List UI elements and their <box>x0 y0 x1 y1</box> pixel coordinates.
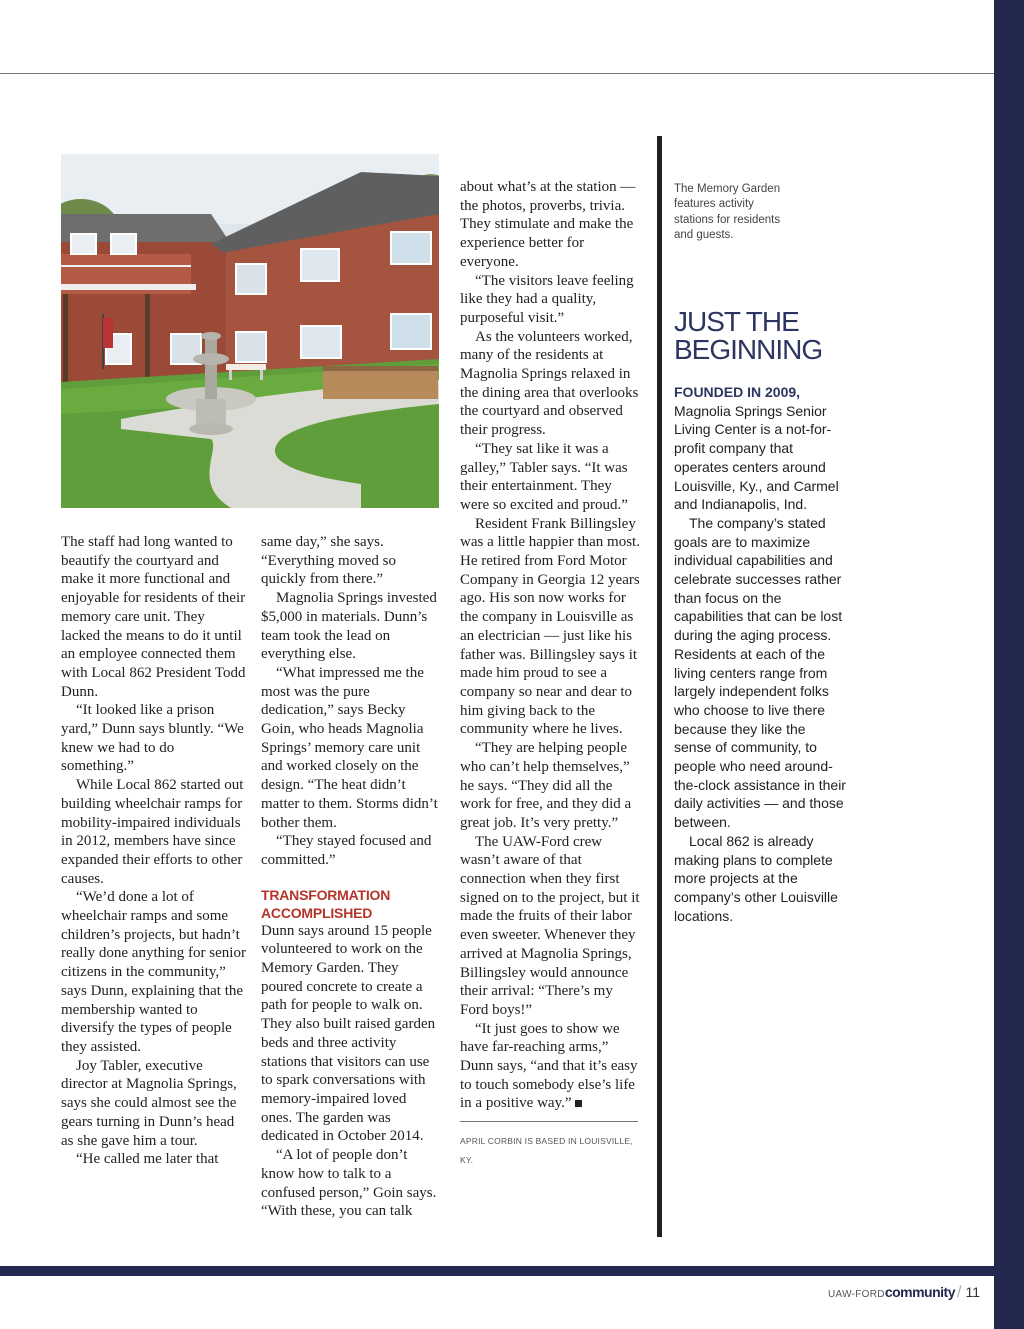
paragraph: The staff had long wanted to beautify the courtyard and make it more functional and enjoyable for residents of their memory care unit. They lacked the means to do it until an employee connected them with Local 862 President Todd Dunn. <box>61 534 246 700</box>
right-edge-bar <box>994 0 1024 1329</box>
article-column-1 <box>61 533 246 1169</box>
paragraph: “They stayed focused and committed.” <box>261 833 432 868</box>
paragraph: Dunn says around 15 people volunteered to work on the Memory Garden. They poured concrete to create a path for people to walk on. They also built raised garden beds and three activity stations that visitors can use to spark conversations with memory-impaired loved ones. The garden was dedicated in October 2014. <box>261 922 436 1145</box>
paragraph: same day,” she says. “Everything moved so quickly from there.” <box>261 534 396 588</box>
sidebar-paragraph: Local 862 is already making plans to complete more projects at the company’s other Louisville locations. <box>674 832 838 924</box>
author-byline: APRIL CORBIN IS BASED IN LOUISVILLE, KY. <box>460 1136 633 1165</box>
paragraph: about what’s at the station — the photos, proverbs, trivia. They stimulate and make the experience better for everyone. <box>460 179 636 270</box>
sidebar-title-line: BEGINNING <box>674 334 823 365</box>
page-footer <box>780 1284 980 1302</box>
page-number: 11 <box>965 1284 980 1300</box>
paragraph: Joy Tabler, executive director at Magnolia Springs, says she could almost see the gears turning in Dunn’s head as she gave him a tour. <box>61 1057 237 1149</box>
final-paragraph <box>460 1020 642 1114</box>
paragraph-text: “It just goes to show we have far-reaching arms,” Dunn says, “and that it’s easy to touch somebody else’s life in a positive way.” <box>460 1020 638 1112</box>
end-mark-icon <box>575 1100 582 1107</box>
sidebar-paragraph: The company’s stated goals are to maximize individual capabilities and celebrate successes rather than focus on the capabilities that can be lost during the aging process. Residents at each of the living centers range from largely independent folks who choose to live there because they like the sense of community, to people who need around-the-clock assistance in their daily activities — and those between. <box>674 514 846 831</box>
courtyard-photo <box>61 154 439 508</box>
paragraph: The UAW-Ford crew wasn’t aware of that connection when they first signed on to the project, but it made the fruits of their labor even sweeter. Whenever they arrived at Magnolia Springs, Billingsley would announce their arrival: “There’s my Ford boys!” <box>460 833 640 1018</box>
sidebar-text: Magnolia Springs Senior Living Center is a not-for-profit company that operates centers around Louisville, Ky., and Carmel and Indianapolis, Ind. <box>674 402 839 513</box>
article-column-2 <box>261 533 441 1221</box>
sidebar-paragraph <box>674 383 846 514</box>
sidebar-divider <box>657 136 662 1237</box>
paragraph: Resident Frank Billingsley was a little happier than most. He retired from Ford Motor Company in Georgia 12 years ago. His son now works for the company in Louisville as an electrician — just like his father was. Billingsley says it made him proud to see a company so near and dear to him giving back to the community where he lives. <box>460 515 640 738</box>
brand-prefix: UAW-FORD <box>827 1289 885 1300</box>
brand-name: community <box>884 1284 955 1300</box>
sidebar-title-line: JUST THE <box>674 306 799 337</box>
paragraph: “A lot of people don’t know how to talk to a confused person,” Goin says. “With these, you can talk <box>261 1147 437 1220</box>
paragraph: “He called me later that <box>76 1151 219 1168</box>
paragraph: Magnolia Springs invested $5,000 in materials. Dunn’s team took the lead on everything else. <box>261 590 437 663</box>
bottom-bar <box>0 1266 994 1276</box>
photo-caption: The Memory Garden features activity stations for residents and guests. <box>674 183 781 241</box>
section-subhead: TRANSFORMATION ACCOMPLISHED <box>261 886 391 921</box>
paragraph: “The visitors leave feeling like they had a quality, purposeful visit.” <box>460 272 634 326</box>
paragraph: “What impressed me the most was the pure dedication,” says Becky Goin, who heads Magnolia Springs’ memory care unit and worked closely on the design. “The heat didn’t matter to them. Storms didn’t bother them. <box>261 664 438 831</box>
top-rule <box>0 73 994 74</box>
paragraph: “They are helping people who can’t help themselves,” he says. “They did all the work for free, and they did a great job. It’s very pretty.” <box>460 740 632 831</box>
paragraph: As the volunteers worked, many of the residents at Magnolia Springs relaxed in the dining area that overlooks the courtyard and observed their progress. <box>460 328 639 439</box>
byline-rule <box>460 1121 638 1122</box>
article-column-3 <box>460 178 642 1170</box>
sidebar-lead: FOUNDED IN 2009, <box>674 384 801 400</box>
paragraph: While Local 862 started out building wheelchair ramps for mobility-impaired individuals in 2012, members have since expanded their efforts to other causes. <box>61 777 244 887</box>
sidebar-body <box>674 383 846 925</box>
paragraph: “We’d done a lot of wheelchair ramps and some children’s projects, but hadn’t really done anything for senior citizens in the community,” says Dunn, explaining that the membership wanted to diversify the types of people they assisted. <box>61 889 246 1055</box>
paragraph: “They sat like it was a galley,” Tabler says. “It was their entertainment. They were so excited and proud.” <box>460 440 628 513</box>
paragraph: “It looked like a prison yard,” Dunn says bluntly. “We knew we had to do something.” <box>61 702 244 775</box>
footer-slash: / <box>957 1284 962 1301</box>
sidebar-title <box>674 308 844 364</box>
